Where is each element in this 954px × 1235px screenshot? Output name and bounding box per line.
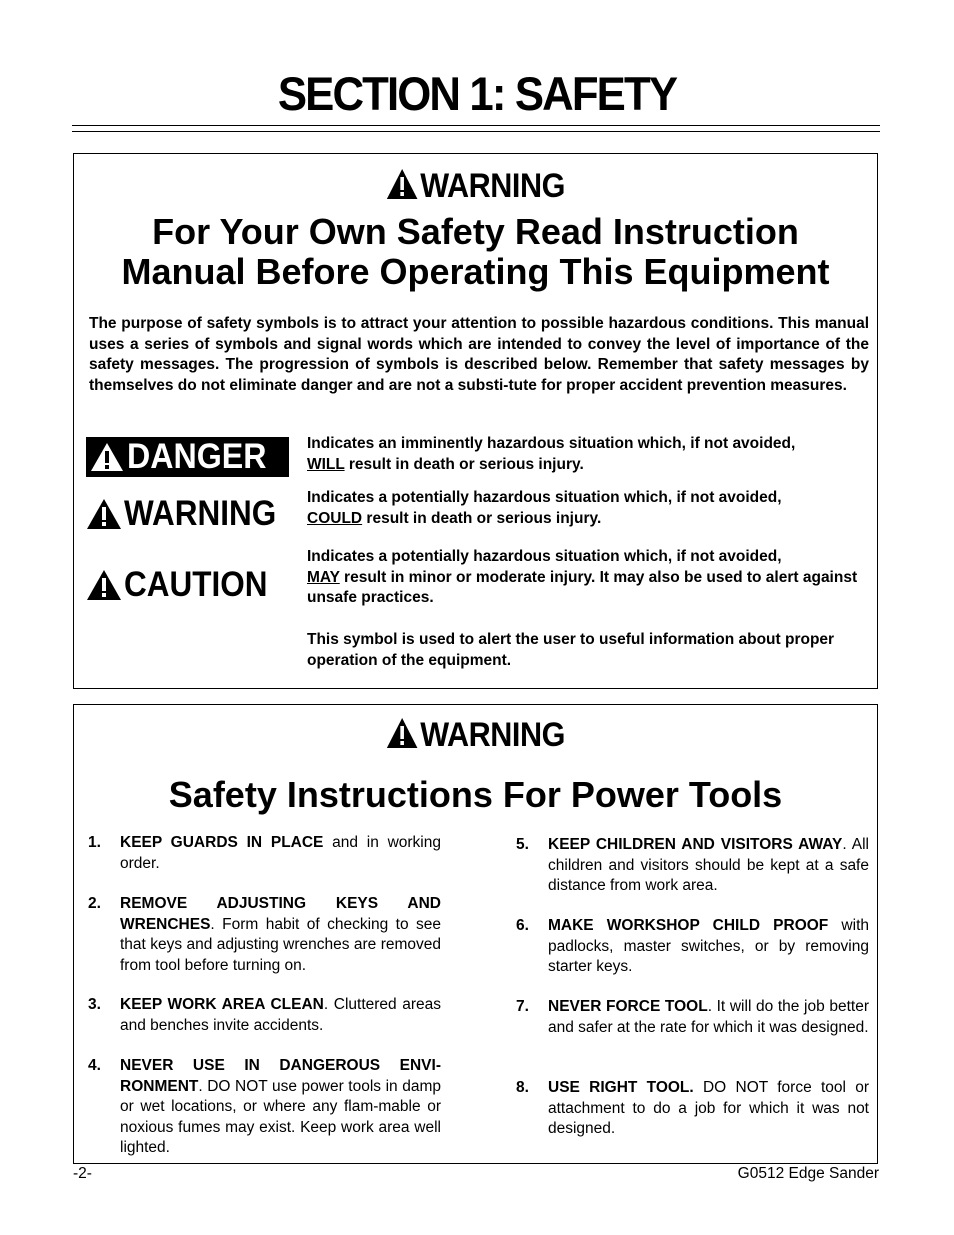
box2-warning-header — [114, 715, 837, 755]
caution-desc-keyword: MAY — [307, 568, 340, 586]
list-item: 1. KEEP GUARDS IN PLACE and in working order. — [88, 834, 441, 872]
warning-triangle-icon — [386, 168, 418, 200]
caution-description — [307, 547, 867, 609]
list-item: 8. USE RIGHT TOOL. DO NOT force tool or attachment to do a job for which it was not designed. — [516, 1079, 870, 1137]
caution-triangle-icon — [86, 569, 122, 601]
list-item: 5. KEEP CHILDREN AND VISITORS AWAY. All children and visitors should be kept at a safe distance from work area. — [516, 836, 869, 894]
title-rule-top — [72, 125, 880, 126]
warning-triangle-icon — [86, 498, 122, 530]
danger-desc-post: result in death or serious injury. — [344, 455, 584, 473]
box1-heading-line2: Manual Before Operating This Equipment — [121, 251, 830, 292]
caution-label-text: CAUTION — [124, 565, 268, 604]
list-item: 3. KEEP WORK AREA CLEAN. Cluttered areas and benches invite accidents. — [88, 996, 441, 1034]
warning-description — [307, 488, 867, 529]
list-item: 6. MAKE WORKSHOP CHILD PROOF with padlocks, master switches, or by removing starter keys. — [516, 917, 869, 975]
notice-description: This symbol is used to alert the user to useful information about proper operation of the equipment. — [307, 631, 835, 669]
danger-triangle-icon — [89, 441, 125, 473]
warning-signal-label — [86, 494, 293, 534]
warning-desc-post: result in death or serious injury. — [362, 509, 602, 527]
box2-heading: Safety Instructions For Power Tools — [168, 774, 783, 815]
warning-label-text: WARNING — [124, 494, 277, 533]
safety-symbols-box — [73, 153, 878, 689]
warning-desc-pre: Indicates a potentially hazardous situation which, if not avoided, — [307, 489, 782, 506]
title-rule-bottom — [72, 131, 880, 132]
danger-label-text: DANGER — [127, 437, 267, 476]
list-item: 2. REMOVE ADJUSTING KEYS AND WRENCHES. Form habit of checking to see that keys and adjusting wrenches are removed from tool before turning on. — [88, 895, 441, 974]
warning-desc-keyword: COULD — [307, 509, 363, 527]
page-title: SECTION 1: SAFETY — [277, 67, 677, 120]
danger-desc-pre: Indicates an imminently hazardous situation which, if not avoided, — [307, 435, 796, 452]
warning-triangle-icon — [386, 717, 418, 749]
box1-intro-paragraph: The purpose of safety symbols is to attract your attention to possible hazardous conditions. This manual uses a series of symbols and signal words which are intended to convey the level of importance of the safety messages. The progression of symbols is described below. Remember that safety messages by themselves do not eliminate danger and are not a substi-tute for proper accident prevention measures. — [89, 315, 869, 394]
box2-warning-label: WARNING — [420, 716, 565, 754]
caution-desc-post: result in minor or moderate injury. It may also be used to alert against unsafe practices. — [307, 568, 858, 606]
footer-model-name: G0512 Edge Sander — [737, 1165, 879, 1182]
page-number: -2- — [73, 1165, 92, 1182]
caution-desc-pre: Indicates a potentially hazardous situation which, if not avoided, — [307, 548, 782, 565]
caution-signal-label — [86, 565, 283, 605]
list-item: 7. NEVER FORCE TOOL. It will do the job better and safer at the rate for which it was designed. — [516, 998, 869, 1036]
box1-heading-line1: For Your Own Safety Read Instruction — [152, 211, 799, 252]
list-item: 4. NEVER USE IN DANGEROUS ENVI-RONMENT. DO NOT use power tools in damp or wet locations, or where any flam-mable or noxious fumes may exist. Keep work area well lighted. — [88, 1057, 441, 1156]
power-tools-box — [73, 704, 878, 1164]
box1-warning-header — [114, 166, 837, 206]
danger-desc-keyword: WILL — [307, 455, 345, 473]
box1-warning-label: WARNING — [420, 167, 565, 205]
danger-description — [307, 434, 867, 475]
danger-signal-label — [86, 437, 289, 477]
